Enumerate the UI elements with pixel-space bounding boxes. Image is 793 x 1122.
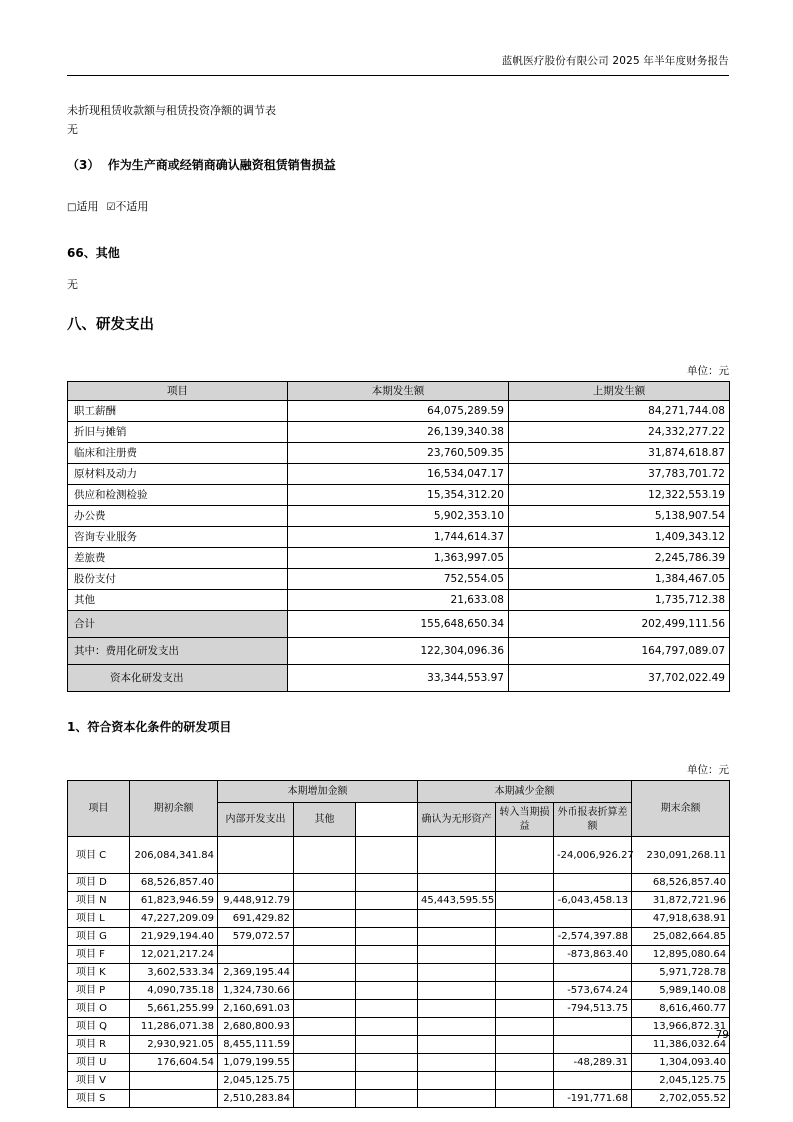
cell-current-amount: 752,554.05 (288, 569, 509, 590)
table-row (68, 422, 730, 443)
cell-fx-translation: -6,043,458.13 (554, 892, 632, 910)
cell-opening-balance (130, 1072, 218, 1090)
table-group-header-row (68, 781, 730, 803)
cell-closing-balance: 68,526,857.40 (632, 874, 730, 892)
cell-internal-development: 9,448,912.79 (218, 892, 294, 910)
cell-project-name: 项目 U (68, 1054, 130, 1072)
col-header-blank (356, 803, 418, 837)
not-applicable-checkbox[interactable]: ☑ (106, 201, 116, 213)
cell-other-increase (294, 946, 356, 964)
cell-item: 供应和检测检验 (68, 485, 288, 506)
cell-item: 原材料及动力 (68, 464, 288, 485)
cell-internal-development: 579,072.57 (218, 928, 294, 946)
cell-blank-increase (356, 910, 418, 928)
cell-current-amount: 21,633.08 (288, 590, 509, 611)
cell-item: 差旅费 (68, 548, 288, 569)
cell-fx-translation (554, 1072, 632, 1090)
cell-item: 临床和注册费 (68, 443, 288, 464)
applicability-row (67, 199, 729, 216)
cell-internal-development: 2,510,283.84 (218, 1090, 294, 1108)
reconciliation-title: 未折现租赁收款额与租赁投资净额的调节表 (67, 103, 276, 117)
cell-transferred-profit (496, 928, 554, 946)
cell-current-amount: 16,534,047.17 (288, 464, 509, 485)
cell-closing-balance: 5,971,728.78 (632, 964, 730, 982)
cell-transferred-profit (496, 1018, 554, 1036)
table-row (68, 874, 730, 892)
cell-previous-amount: 24,332,277.22 (509, 422, 730, 443)
table-row (68, 548, 730, 569)
cell-closing-balance: 2,702,055.52 (632, 1090, 730, 1108)
table-row (68, 892, 730, 910)
cell-project-name: 项目 O (68, 1000, 130, 1018)
cell-closing-balance: 12,895,080.64 (632, 946, 730, 964)
cell-internal-development: 1,324,730.66 (218, 982, 294, 1000)
cell-recognized-intangible (418, 874, 496, 892)
cell-other-increase (294, 837, 356, 874)
table-row (68, 590, 730, 611)
table-row (68, 1054, 730, 1072)
cell-blank-increase (356, 982, 418, 1000)
cell-item: 折旧与摊销 (68, 422, 288, 443)
cell-recognized-intangible (418, 1000, 496, 1018)
cell-fx-translation (554, 874, 632, 892)
cell-current-amount: 33,344,553.97 (288, 665, 509, 692)
cell-project-name: 项目 P (68, 982, 130, 1000)
cell-blank-increase (356, 837, 418, 874)
cell-recognized-intangible (418, 964, 496, 982)
cell-recognized-intangible (418, 1018, 496, 1036)
cell-current-amount: 5,902,353.10 (288, 506, 509, 527)
cell-other-increase (294, 910, 356, 928)
cell-project-name: 项目 F (68, 946, 130, 964)
cell-opening-balance: 61,823,946.59 (130, 892, 218, 910)
cell-fx-translation: -2,574,397.88 (554, 928, 632, 946)
cell-blank-increase (356, 928, 418, 946)
cell-item: 咨询专业服务 (68, 527, 288, 548)
cell-blank-increase (356, 1018, 418, 1036)
rd-unit-label: 单位：元 (687, 365, 729, 378)
cell-recognized-intangible (418, 837, 496, 874)
cell-current-amount: 155,648,650.34 (288, 611, 509, 638)
cell-opening-balance: 4,090,735.18 (130, 982, 218, 1000)
cell-transferred-profit (496, 892, 554, 910)
cell-project-name: 项目 N (68, 892, 130, 910)
cell-transferred-profit (496, 1090, 554, 1108)
cell-opening-balance: 5,661,255.99 (130, 1000, 218, 1018)
cell-opening-balance: 47,227,209.09 (130, 910, 218, 928)
cell-closing-balance: 2,045,125.75 (632, 1072, 730, 1090)
cell-blank-increase (356, 892, 418, 910)
cell-previous-amount: 84,271,744.08 (509, 401, 730, 422)
table-row (68, 401, 730, 422)
cell-current-amount: 1,744,614.37 (288, 527, 509, 548)
table-header-row (68, 382, 730, 401)
not-applicable-label: 不适用 (115, 199, 149, 213)
cell-project-name: 项目 S (68, 1090, 130, 1108)
cell-opening-balance: 176,604.54 (130, 1054, 218, 1072)
cell-previous-amount: 12,322,553.19 (509, 485, 730, 506)
cell-project-name: 项目 C (68, 837, 130, 874)
cell-internal-development: 2,160,691.03 (218, 1000, 294, 1018)
cell-internal-development (218, 946, 294, 964)
capitalized-projects-table (67, 780, 730, 1108)
cell-other-increase (294, 1018, 356, 1036)
cell-blank-increase (356, 1090, 418, 1108)
cell-transferred-profit (496, 910, 554, 928)
cell-previous-amount: 31,874,618.87 (509, 443, 730, 464)
col-header-item: 项目 (68, 781, 130, 837)
cell-closing-balance: 25,082,664.85 (632, 928, 730, 946)
cell-transferred-profit (496, 874, 554, 892)
cell-internal-development: 2,045,125.75 (218, 1072, 294, 1090)
table-row (68, 569, 730, 590)
applicable-checkbox[interactable]: □ (67, 201, 77, 213)
table-row (68, 443, 730, 464)
cell-item: 股份支付 (68, 569, 288, 590)
page-content (67, 0, 729, 1108)
cell-current-amount: 122,304,096.36 (288, 638, 509, 665)
subsection-index: （3） (67, 157, 100, 172)
cell-recognized-intangible (418, 1090, 496, 1108)
table-row (68, 1036, 730, 1054)
table-row (68, 946, 730, 964)
cell-recognized-intangible (418, 1072, 496, 1090)
cell-other-increase (294, 1000, 356, 1018)
col-header-item: 项目 (68, 382, 288, 401)
cell-project-name: 项目 D (68, 874, 130, 892)
cell-fx-translation: -873,863.40 (554, 946, 632, 964)
cell-internal-development: 2,369,195.44 (218, 964, 294, 982)
cell-fx-translation: -48,289.31 (554, 1054, 632, 1072)
col-header-previous: 上期发生额 (509, 382, 730, 401)
subsection-title: 作为生产商或经销商确认融资租赁销售损益 (107, 157, 336, 172)
cell-previous-amount: 5,138,907.54 (509, 506, 730, 527)
cell-recognized-intangible (418, 982, 496, 1000)
cell-item: 合计 (68, 611, 288, 638)
cell-fx-translation (554, 910, 632, 928)
cell-closing-balance: 1,304,093.40 (632, 1054, 730, 1072)
cell-current-amount: 64,075,289.59 (288, 401, 509, 422)
col-group-decrease: 本期减少金额 (418, 781, 632, 803)
table-row (68, 910, 730, 928)
table-row (68, 611, 730, 638)
table-row (68, 1090, 730, 1108)
applicable-label: 适用 (76, 199, 99, 213)
cell-blank-increase (356, 946, 418, 964)
cell-opening-balance: 68,526,857.40 (130, 874, 218, 892)
cell-other-increase (294, 892, 356, 910)
cell-internal-development: 2,680,800.93 (218, 1018, 294, 1036)
cell-opening-balance: 12,021,217.24 (130, 946, 218, 964)
cell-recognized-intangible (418, 1036, 496, 1054)
cell-opening-balance: 11,286,071.38 (130, 1018, 218, 1036)
table-row (68, 928, 730, 946)
col-header-closing-balance: 期末余额 (632, 781, 730, 837)
cell-project-name: 项目 L (68, 910, 130, 928)
cell-current-amount: 1,363,997.05 (288, 548, 509, 569)
cell-previous-amount: 1,735,712.38 (509, 590, 730, 611)
cell-current-amount: 23,760,509.35 (288, 443, 509, 464)
cell-current-amount: 26,139,340.38 (288, 422, 509, 443)
cell-fx-translation: -794,513.75 (554, 1000, 632, 1018)
table-row (68, 527, 730, 548)
col-header-current: 本期发生额 (288, 382, 509, 401)
cell-project-name: 项目 V (68, 1072, 130, 1090)
item-66-value: 无 (67, 278, 78, 292)
capitalized-projects-heading: 1、符合资本化条件的研发项目 (67, 720, 232, 735)
cell-closing-balance: 8,616,460.77 (632, 1000, 730, 1018)
cell-recognized-intangible: 45,443,595.55 (418, 892, 496, 910)
cell-other-increase (294, 982, 356, 1000)
cell-recognized-intangible (418, 1054, 496, 1072)
cell-internal-development: 1,079,199.55 (218, 1054, 294, 1072)
cell-project-name: 项目 G (68, 928, 130, 946)
cell-other-increase (294, 964, 356, 982)
cell-blank-increase (356, 1054, 418, 1072)
cell-transferred-profit (496, 837, 554, 874)
cell-recognized-intangible (418, 910, 496, 928)
cell-other-increase (294, 874, 356, 892)
cell-closing-balance: 47,918,638.91 (632, 910, 730, 928)
page-number: 79 (715, 1029, 729, 1041)
table-row (68, 1072, 730, 1090)
cell-blank-increase (356, 874, 418, 892)
cell-previous-amount: 1,384,467.05 (509, 569, 730, 590)
cell-other-increase (294, 1036, 356, 1054)
cell-opening-balance: 21,929,194.40 (130, 928, 218, 946)
cell-fx-translation (554, 1036, 632, 1054)
table-row (68, 1000, 730, 1018)
cell-project-name: 项目 K (68, 964, 130, 982)
cell-internal-development: 691,429.82 (218, 910, 294, 928)
cell-closing-balance: 13,966,872.31 (632, 1018, 730, 1036)
table-row (68, 665, 730, 692)
cell-blank-increase (356, 1000, 418, 1018)
cell-project-name: 项目 R (68, 1036, 130, 1054)
cell-closing-balance: 230,091,268.11 (632, 837, 730, 874)
cell-opening-balance: 206,084,341.84 (130, 837, 218, 874)
col-header-other: 其他 (294, 803, 356, 837)
table-row (68, 837, 730, 874)
cell-fx-translation: -573,674.24 (554, 982, 632, 1000)
table-row (68, 506, 730, 527)
cell-other-increase (294, 928, 356, 946)
cell-previous-amount: 1,409,343.12 (509, 527, 730, 548)
cell-transferred-profit (496, 982, 554, 1000)
cell-item: 办公费 (68, 506, 288, 527)
cell-recognized-intangible (418, 946, 496, 964)
running-header: 蓝帆医疗股份有限公司 2025 年半年度财务报告 (501, 55, 729, 67)
cell-current-amount: 15,354,312.20 (288, 485, 509, 506)
cell-other-increase (294, 1090, 356, 1108)
col-header-opening-balance: 期初余额 (130, 781, 218, 837)
subsection-heading (67, 156, 729, 174)
col-header-internal-development: 内部开发支出 (218, 803, 294, 837)
cell-transferred-profit (496, 1036, 554, 1054)
cell-blank-increase (356, 1036, 418, 1054)
capitalized-unit-label: 单位：元 (687, 764, 729, 777)
cell-fx-translation (554, 964, 632, 982)
cell-internal-development (218, 837, 294, 874)
cell-closing-balance: 31,872,721.96 (632, 892, 730, 910)
cell-fx-translation (554, 1018, 632, 1036)
rd-expense-table (67, 381, 730, 692)
cell-transferred-profit (496, 1000, 554, 1018)
cell-blank-increase (356, 964, 418, 982)
cell-fx-translation: -24,006,926.27 (554, 837, 632, 874)
col-header-recognized-intangible: 确认为无形资产 (418, 803, 496, 837)
cell-previous-amount: 164,797,089.07 (509, 638, 730, 665)
cell-transferred-profit (496, 1054, 554, 1072)
table-row (68, 964, 730, 982)
cell-opening-balance: 2,930,921.05 (130, 1036, 218, 1054)
col-header-fx-translation: 外币报表折算差额 (554, 803, 632, 837)
table-row (68, 1018, 730, 1036)
cell-closing-balance: 11,386,032.64 (632, 1036, 730, 1054)
col-header-transferred-profit: 转入当期损益 (496, 803, 554, 837)
item-66-heading: 66、其他 (67, 246, 120, 261)
cell-previous-amount: 37,702,022.49 (509, 665, 730, 692)
table-row (68, 485, 730, 506)
cell-other-increase (294, 1072, 356, 1090)
col-group-increase: 本期增加金额 (218, 781, 418, 803)
cell-transferred-profit (496, 946, 554, 964)
cell-item: 职工薪酬 (68, 401, 288, 422)
cell-item: 其中：费用化研发支出 (68, 638, 288, 665)
table-row (68, 982, 730, 1000)
cell-opening-balance (130, 1090, 218, 1108)
cell-item: 资本化研发支出 (68, 665, 288, 692)
cell-transferred-profit (496, 1072, 554, 1090)
reconciliation-value: 无 (67, 122, 78, 136)
cell-previous-amount: 202,499,111.56 (509, 611, 730, 638)
cell-transferred-profit (496, 964, 554, 982)
cell-internal-development: 8,455,111.59 (218, 1036, 294, 1054)
cell-item: 其他 (68, 590, 288, 611)
table-row (68, 638, 730, 665)
cell-fx-translation: -191,771.68 (554, 1090, 632, 1108)
cell-opening-balance: 3,602,533.34 (130, 964, 218, 982)
cell-internal-development (218, 874, 294, 892)
table-row (68, 464, 730, 485)
cell-previous-amount: 37,783,701.72 (509, 464, 730, 485)
cell-other-increase (294, 1054, 356, 1072)
cell-previous-amount: 2,245,786.39 (509, 548, 730, 569)
cell-project-name: 项目 Q (68, 1018, 130, 1036)
cell-recognized-intangible (418, 928, 496, 946)
rd-section-heading: 八、研发支出 (67, 317, 154, 334)
cell-blank-increase (356, 1072, 418, 1090)
cell-closing-balance: 5,989,140.08 (632, 982, 730, 1000)
